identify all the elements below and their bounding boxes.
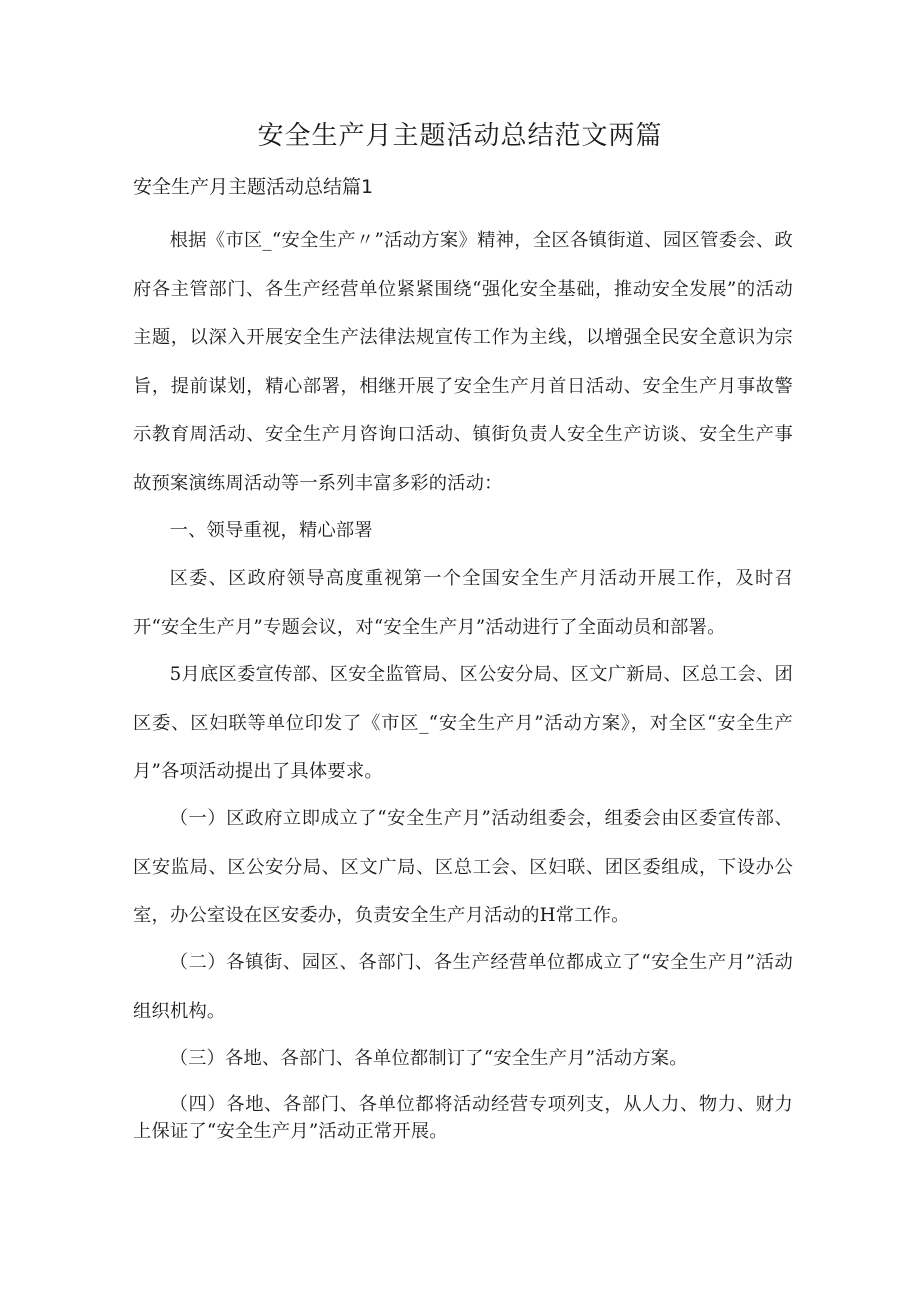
paragraph-heading-leadership: 一、领导重视，精心部署 [169,520,373,541]
paragraph-meeting: 区委、区政府领导高度重视第一个全国安全生产月活动开展工作，及时召开“安全生产月”专题会议，对“安全生产月”活动进行了全面动员和部署。 [133,568,793,638]
paragraph-item-1: （一）区政府立即成立了“安全生产月”活动组委会，组委会由区委宣传部、区安监局、区公安分局、区文广局、区总工会、区妇联、团区委组成，下设办公室，办公室设在区安委办，负责安全生产月活动的H常工作。 [133,808,793,926]
paragraph-may-plan: 5月底区委宣传部、区安全监管局、区公安分局、区文广新局、区总工会、团区委、区妇联等单位印发了《市区_“安全生产月”活动方案》，对全区“安全生产月”各项活动提出了具体要求。 [133,664,793,782]
paragraph-intro: 根据《市区_“安全生产〃”活动方案》精神，全区各镇街道、园区管委会、政府各主管部门、各生产经营单位紧紧围绕“强化安全基础，推动安全发展”的活动主题，以深入开展安全生产法律法规宣传工作为主线，以增强全民安全意识为宗旨，提前谋划，精心部署，相继开展了安全生产月首日活动、安全生产月事故警示教育周活动、安全生产月咨询口活动、镇街负责人安全生产访谈、安全生产事故预案演练周活动等一系列丰富多彩的活动： [133,230,793,494]
paragraph-item-3: （三）各地、各部门、各单位都制订了“安全生产月”活动方案。 [169,1048,688,1069]
document-title: 安全生产月主题活动总结范文两篇 [257,121,663,151]
section-heading: 安全生产月主题活动总结篇1 [133,176,374,198]
paragraph-item-4: （四）各地、各部门、各单位都将活动经营专项列支，从人力、物力、财力上保证了“安全生产月”活动正常开展。 [133,1094,793,1142]
paragraph-item-2: （二）各镇街、园区、各部门、各生产经营单位都成立了“安全生产月”活动组织机构。 [133,952,793,1022]
